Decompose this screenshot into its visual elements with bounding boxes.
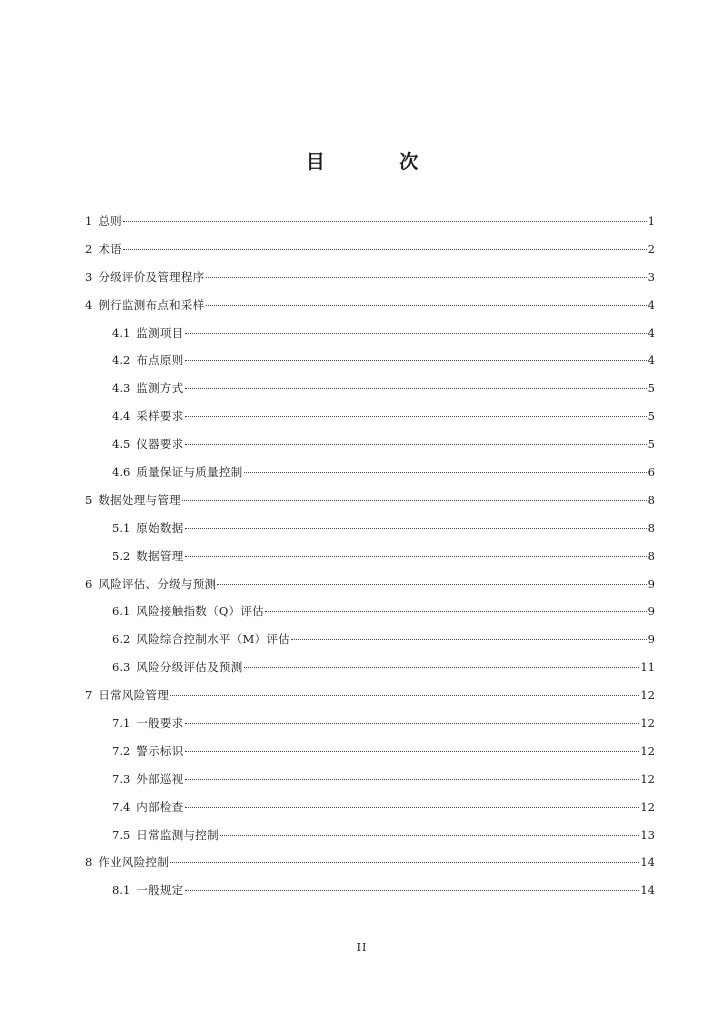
toc-entry-label: 质量保证与质量控制 [136, 465, 243, 480]
toc-dot-leader [185, 807, 640, 808]
toc-entry-label: 内部检查 [136, 799, 184, 814]
toc-entry-page: 5 [647, 437, 655, 452]
toc-entry-page: 12 [640, 799, 655, 814]
toc-entry[interactable] [85, 239, 655, 267]
toc-entry[interactable] [85, 797, 655, 825]
toc-entry-label: 数据处理与管理 [98, 492, 181, 507]
toc-entry-page: 1 [647, 214, 655, 228]
toc-dot-leader [185, 333, 647, 334]
toc-dot-leader [244, 472, 647, 473]
toc-dot-leader [220, 835, 639, 836]
toc-entry-page: 8 [647, 520, 655, 535]
toc-entry-number: 4 [85, 297, 93, 312]
toc-entry-number: 7.2 [112, 743, 131, 758]
toc-entry-number: 4.4 [112, 409, 131, 424]
toc-entry-number: 7.1 [112, 716, 131, 731]
toc-entry[interactable] [85, 741, 655, 769]
toc-entry[interactable] [85, 434, 655, 462]
page-number: II [356, 941, 368, 954]
toc-entry-label: 警示标识 [136, 743, 184, 758]
toc-entry-label: 日常监测与控制 [136, 827, 219, 842]
toc-dot-leader [185, 388, 647, 389]
toc-entry-label: 风险分级评估及预测 [136, 660, 243, 675]
toc-entry-label: 采样要求 [136, 409, 184, 424]
toc-entry-label: 监测方式 [136, 381, 184, 396]
toc-dot-leader [265, 611, 647, 612]
toc-entry[interactable] [85, 629, 655, 657]
toc-dot-leader [185, 723, 640, 724]
toc-entry-label: 一般要求 [136, 716, 184, 731]
toc-entry-number: 7 [85, 688, 93, 703]
toc-dot-leader [206, 305, 647, 306]
toc-entry-number: 3 [85, 269, 93, 284]
toc-entry-label: 例行监测布点和采样 [98, 297, 205, 312]
toc-entry-label: 外部巡视 [136, 771, 184, 786]
toc-entry-number: 5 [85, 492, 93, 507]
toc-entry-page: 12 [640, 743, 655, 758]
toc-entry-label: 总则 [98, 214, 122, 228]
toc-entry-page: 6 [647, 465, 655, 480]
toc-entry-page: 2 [647, 241, 655, 256]
table-of-contents [85, 211, 655, 908]
toc-entry-label: 仪器要求 [136, 437, 184, 452]
toc-entry-number: 4.2 [112, 353, 131, 368]
toc-entry[interactable] [85, 880, 655, 908]
toc-entry[interactable] [85, 378, 655, 406]
toc-entry-number: 6.3 [112, 660, 131, 675]
toc-entry[interactable] [85, 825, 655, 853]
toc-entry-number: 4.6 [112, 465, 131, 480]
toc-entry-label: 布点原则 [136, 353, 184, 368]
toc-entry-number: 5.1 [112, 520, 131, 535]
toc-dot-leader [185, 528, 647, 529]
toc-entry-label: 风险评估、分级与预测 [98, 576, 217, 591]
toc-dot-leader [217, 584, 646, 585]
toc-entry-label: 风险综合控制水平（M）评估 [136, 632, 290, 647]
page-title: 目 次 [305, 150, 453, 173]
toc-dot-leader [185, 779, 640, 780]
toc-entry-page: 12 [640, 771, 655, 786]
toc-entry-label: 日常风险管理 [98, 688, 170, 703]
toc-entry[interactable] [85, 267, 655, 295]
toc-entry[interactable] [85, 546, 655, 574]
toc-entry-page: 5 [647, 381, 655, 396]
toc-dot-leader [291, 639, 647, 640]
toc-dot-leader [182, 500, 647, 501]
toc-entry[interactable] [85, 769, 655, 797]
toc-entry-number: 7.4 [112, 799, 131, 814]
toc-entry[interactable] [85, 350, 655, 378]
toc-entry-number: 8.1 [112, 883, 131, 898]
toc-entry-page: 5 [647, 409, 655, 424]
toc-dot-leader [185, 360, 647, 361]
toc-entry-page: 12 [640, 688, 655, 703]
toc-entry[interactable] [85, 462, 655, 490]
toc-dot-leader [185, 556, 647, 557]
toc-entry-page: 4 [647, 297, 655, 312]
toc-entry[interactable] [85, 211, 655, 239]
toc-entry-page: 14 [640, 855, 655, 870]
toc-entry-page: 8 [647, 492, 655, 507]
toc-entry-label: 监测项目 [136, 325, 184, 340]
toc-entry-page: 8 [647, 548, 655, 563]
toc-dot-leader [123, 249, 647, 250]
toc-entry-label: 分级评价及管理程序 [98, 269, 205, 284]
toc-entry-label: 术语 [98, 241, 122, 256]
toc-entry-number: 6.1 [112, 604, 131, 619]
toc-entry-number: 4.3 [112, 381, 131, 396]
toc-dot-leader [185, 890, 640, 891]
toc-entry-label: 数据管理 [136, 548, 184, 563]
toc-entry[interactable] [85, 574, 655, 602]
toc-entry[interactable] [85, 852, 655, 880]
toc-entry[interactable] [85, 713, 655, 741]
toc-entry-number: 4.1 [112, 325, 131, 340]
toc-entry-number: 1 [85, 214, 93, 228]
toc-entry-page: 14 [640, 883, 655, 898]
toc-entry-number: 4.5 [112, 437, 131, 452]
toc-entry-number: 6 [85, 576, 93, 591]
toc-entry[interactable] [85, 295, 655, 323]
toc-dot-leader [206, 277, 647, 278]
toc-dot-leader [185, 444, 647, 445]
toc-entry-page: 3 [647, 269, 655, 284]
toc-dot-leader [170, 862, 639, 863]
toc-entry-number: 7.5 [112, 827, 131, 842]
toc-entry-page: 9 [647, 632, 655, 647]
toc-entry-page: 11 [640, 660, 655, 675]
toc-dot-leader [244, 667, 640, 668]
toc-entry-number: 7.3 [112, 771, 131, 786]
toc-entry[interactable] [85, 601, 655, 629]
toc-entry[interactable] [85, 406, 655, 434]
toc-entry-label: 风险接触指数（Q）评估 [136, 604, 265, 619]
toc-entry-page: 4 [647, 325, 655, 340]
toc-entry-page: 12 [640, 716, 655, 731]
toc-entry-number: 6.2 [112, 632, 131, 647]
toc-entry[interactable] [85, 657, 655, 685]
toc-entry-number: 2 [85, 241, 93, 256]
toc-entry[interactable] [85, 490, 655, 518]
toc-entry-number: 8 [85, 855, 93, 870]
toc-entry-page: 9 [647, 576, 655, 591]
toc-dot-leader [185, 416, 647, 417]
toc-dot-leader [170, 695, 639, 696]
toc-dot-leader [185, 751, 640, 752]
toc-entry-page: 4 [647, 353, 655, 368]
toc-entry-number: 5.2 [112, 548, 131, 563]
toc-entry-page: 13 [640, 827, 655, 842]
toc-entry-label: 原始数据 [136, 520, 184, 535]
toc-entry[interactable] [85, 518, 655, 546]
toc-entry-page: 9 [647, 604, 655, 619]
toc-entry-label: 作业风险控制 [98, 855, 170, 870]
toc-entry-label: 一般规定 [136, 883, 184, 898]
toc-entry[interactable] [85, 323, 655, 351]
toc-dot-leader [123, 221, 647, 222]
toc-entry[interactable] [85, 685, 655, 713]
